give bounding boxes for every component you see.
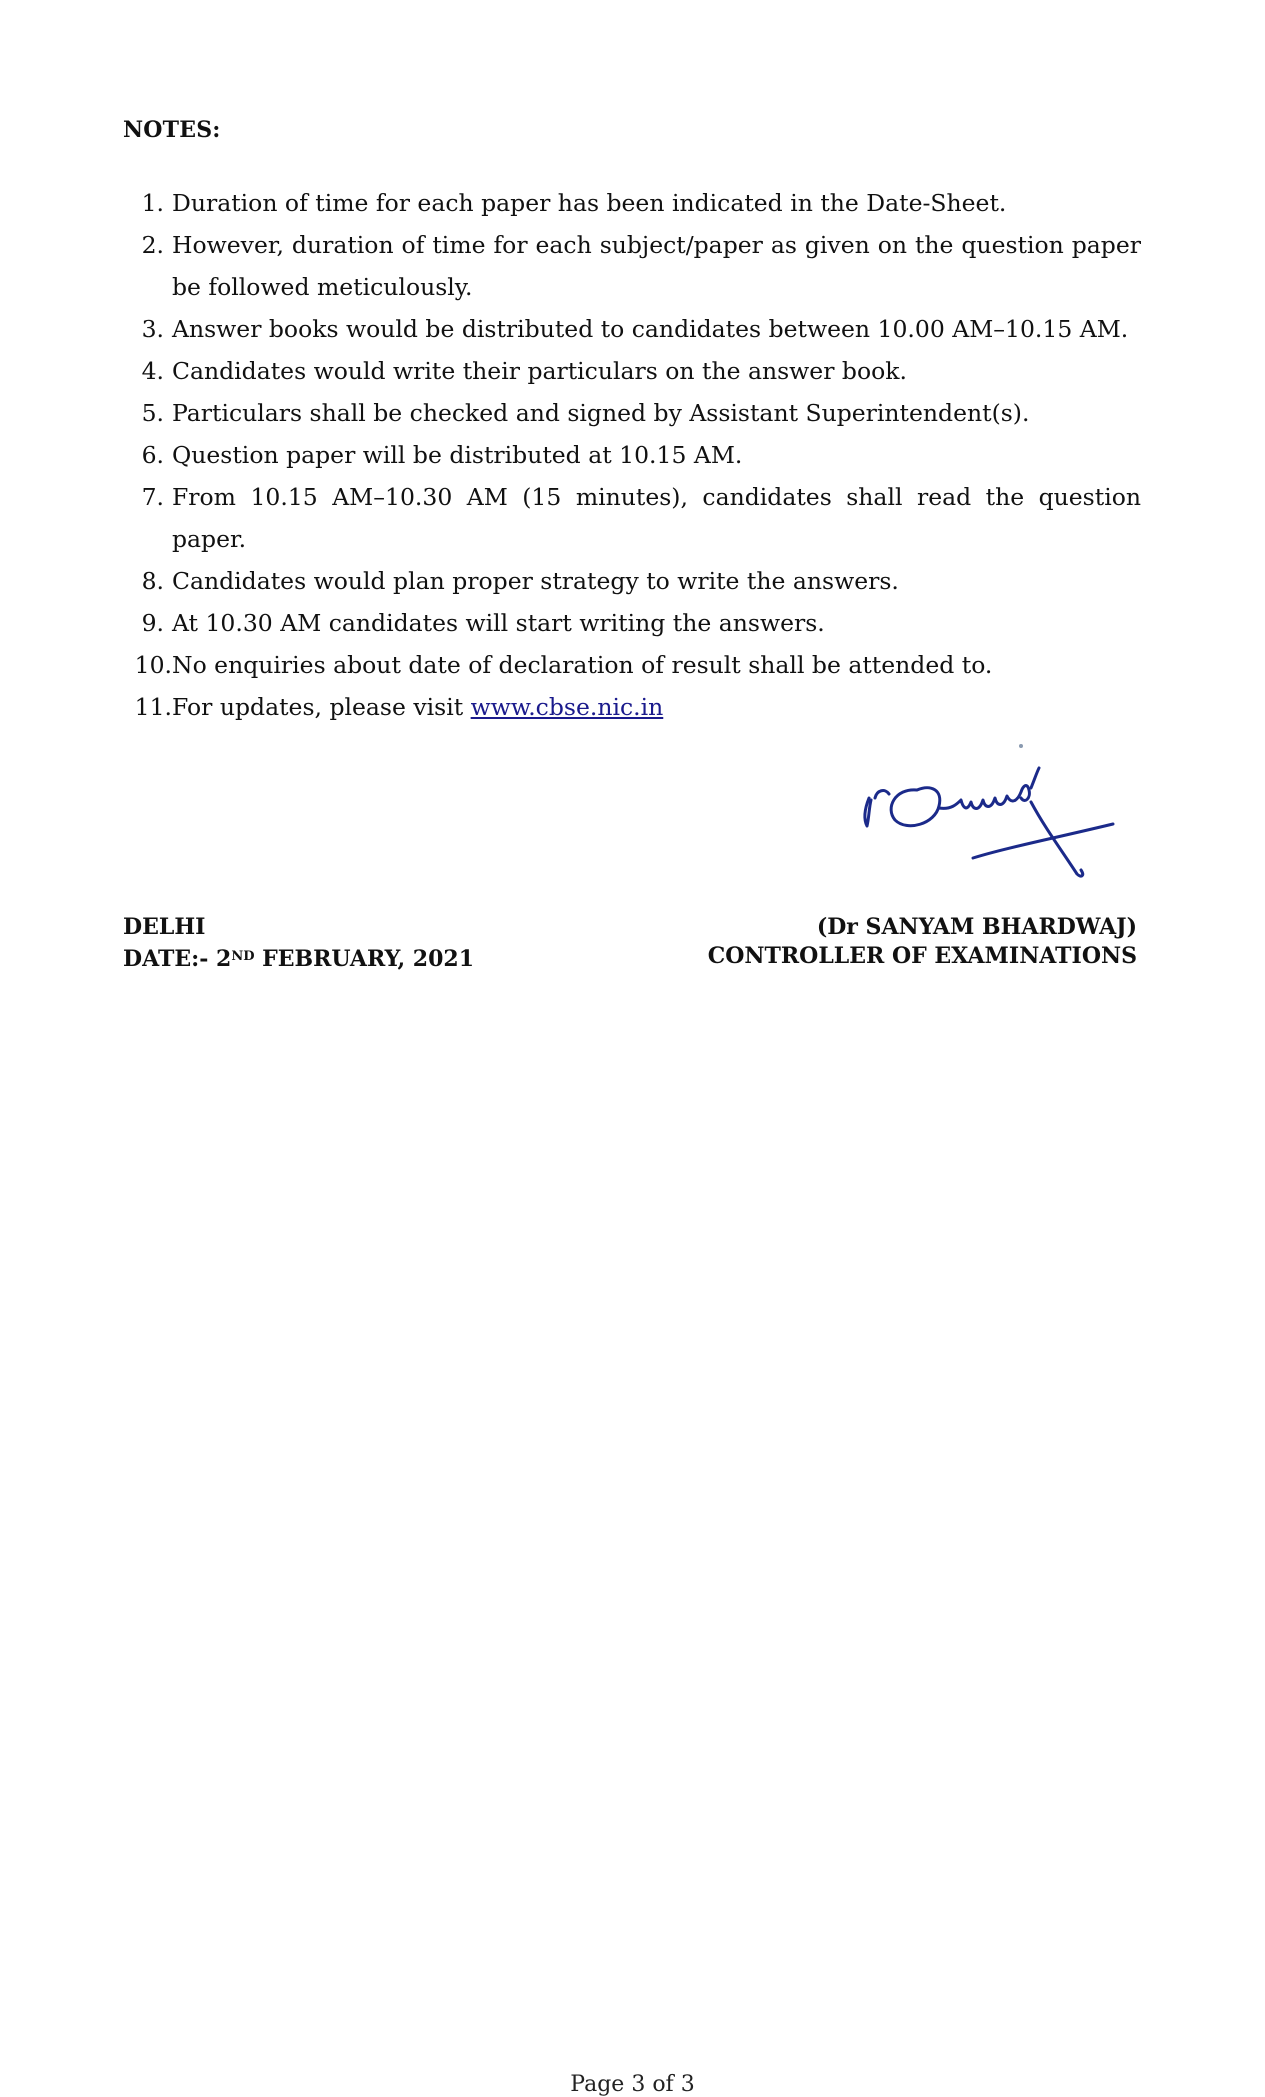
note-item: [123, 434, 1141, 476]
note-text: At 10.30 AM candidates will start writing the answers.: [172, 609, 825, 637]
note-item: [123, 224, 1141, 308]
note-text: Candidates would write their particulars on the answer book.: [172, 357, 907, 385]
note-item: [123, 644, 1141, 686]
note-item: [123, 476, 1141, 560]
note-text: Particulars shall be checked and signed by Assistant Superintendent(s).: [172, 399, 1030, 427]
signature-image: [855, 738, 1120, 888]
date-ordinal-suffix: ND: [231, 949, 255, 964]
note-text: Answer books would be distributed to candidates between 10.00 AM–10.15 AM.: [172, 315, 1129, 343]
note-number: 5.: [141, 399, 164, 427]
note-item: [123, 602, 1141, 644]
note-number: 9.: [141, 609, 164, 637]
note-text-prefix: For updates, please visit: [172, 693, 471, 721]
note-text: From 10.15 AM–10.30 AM (15 minutes), candidates shall read the question paper.: [172, 483, 1141, 553]
note-number: 4.: [141, 357, 164, 385]
note-item: [123, 392, 1141, 434]
page-number: Page 3 of 3: [570, 2072, 695, 2097]
footer-place-date: [123, 913, 474, 974]
note-number: 1.: [141, 189, 164, 217]
note-item: [123, 350, 1141, 392]
note-item: [123, 308, 1141, 350]
note-number: 8.: [141, 567, 164, 595]
notes-list: [123, 182, 1141, 728]
note-text: [172, 686, 1141, 728]
date-label: [123, 942, 474, 974]
note-text: However, duration of time for each subject/paper as given on the question paper be followed meticulously.: [172, 231, 1141, 301]
note-item: [123, 182, 1141, 224]
notes-heading: NOTES:: [123, 117, 221, 143]
note-text: Question paper will be distributed at 10.15 AM.: [172, 441, 743, 469]
note-item: [123, 686, 1141, 728]
note-text: Candidates would plan proper strategy to write the answers.: [172, 567, 899, 595]
cbse-website-link[interactable]: www.cbse.nic.in: [470, 693, 664, 721]
note-number: 10.: [134, 651, 172, 679]
date-rest: FEBRUARY, 2021: [254, 946, 474, 972]
note-number: 7.: [141, 483, 164, 511]
footer-signatory: [708, 913, 1137, 971]
note-number: 6.: [141, 441, 164, 469]
place-label: DELHI: [123, 914, 206, 940]
signatory-designation: CONTROLLER OF EXAMINATIONS: [707, 943, 1137, 969]
note-number: 3.: [141, 315, 164, 343]
signatory-name: (Dr SANYAM BHARDWAJ): [816, 914, 1137, 940]
note-number: 2.: [141, 231, 164, 259]
note-number: 11.: [134, 693, 172, 721]
date-prefix: DATE:- 2: [123, 946, 232, 972]
note-item: [123, 560, 1141, 602]
note-text: Duration of time for each paper has been indicated in the Date-Sheet.: [172, 189, 1007, 217]
note-text: No enquiries about date of declaration of result shall be attended to.: [172, 651, 993, 679]
